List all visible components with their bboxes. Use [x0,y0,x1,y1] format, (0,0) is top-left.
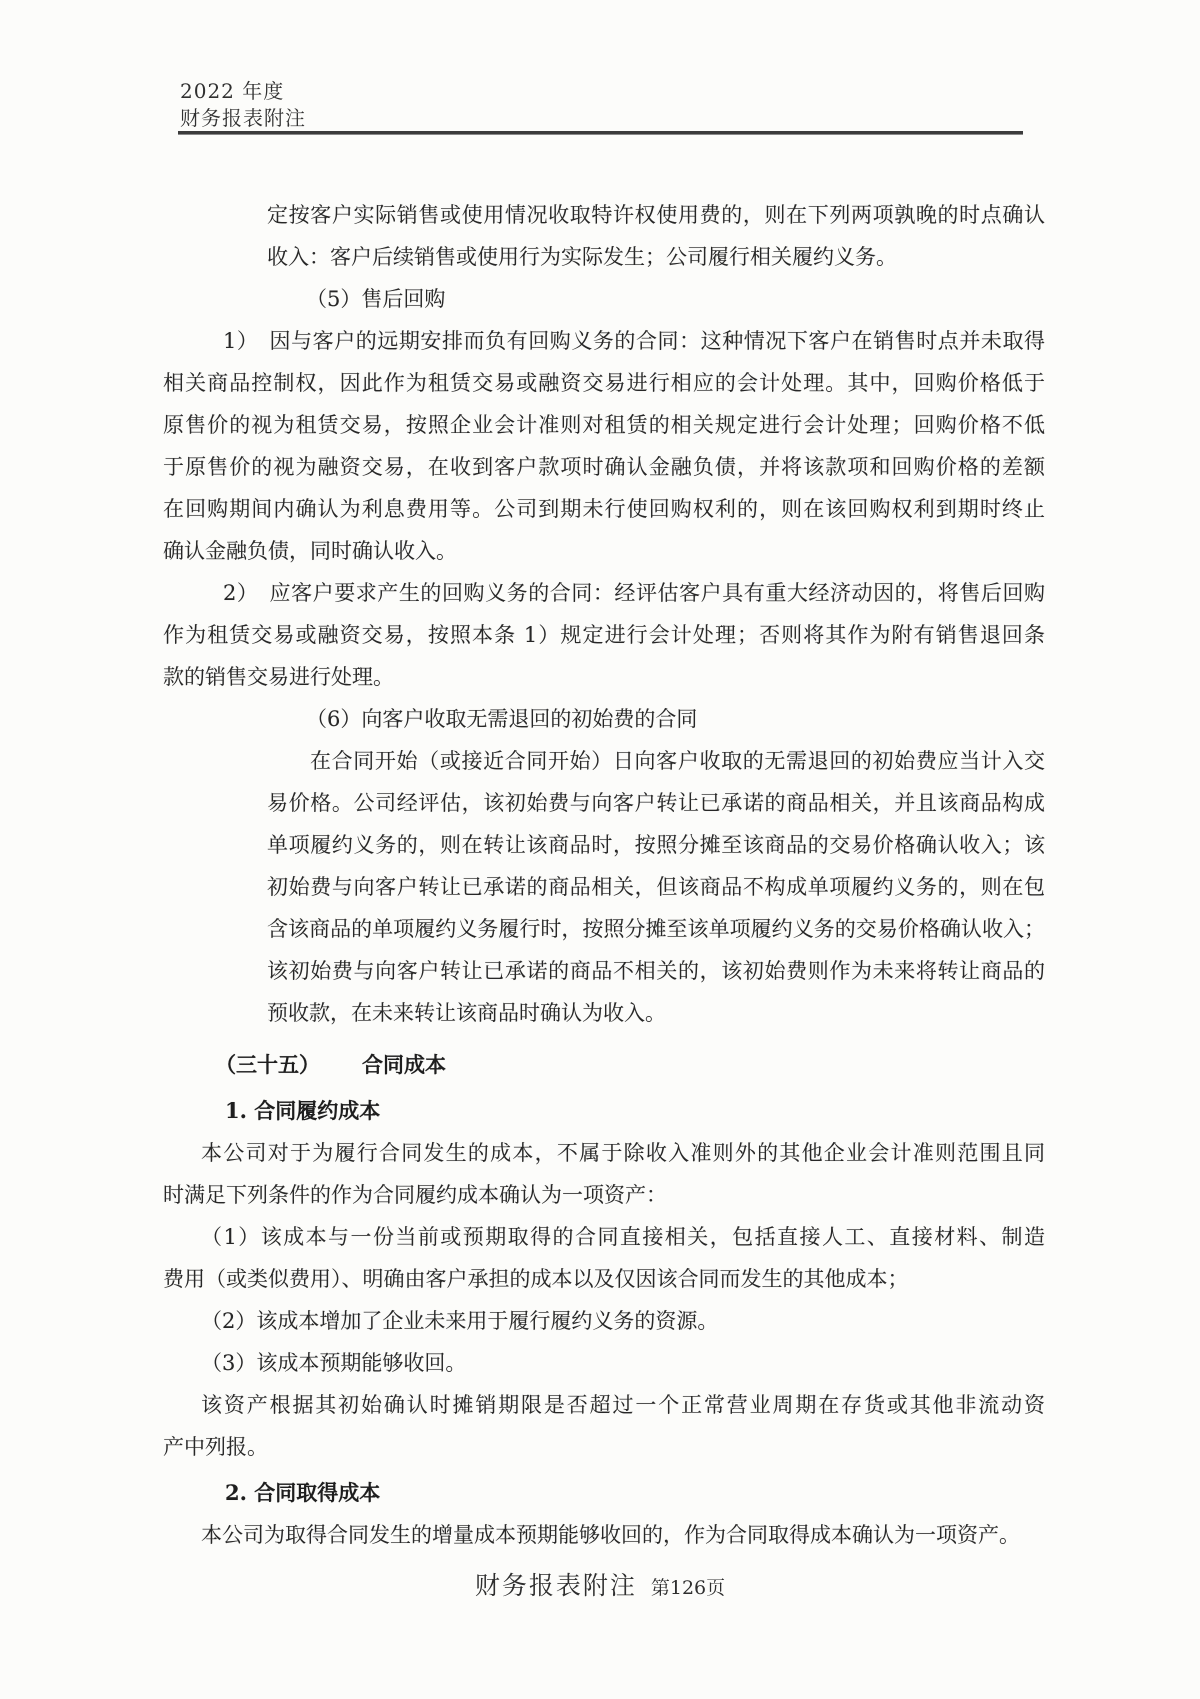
page-header [180,78,306,132]
text-line: 易价格。公司经评估，该初始费与向客户转让已承诺的商品相关，并且该商品构成 [267,791,1045,815]
text-line: （3）该成本预期能够收回。 [201,1351,467,1375]
header-rule [178,131,1023,135]
text-line: （2）该成本增加了企业未来用于履行履约义务的资源。 [201,1309,719,1333]
text-line: 收入：客户后续销售或使用行为实际发生；公司履行相关履约义务。 [267,245,897,269]
page-footer [0,1566,1200,1602]
text-line: 含该商品的单项履约义务履行时，按照分摊至该单项履约义务的交易价格确认收入； [267,917,1045,941]
text-line: 2） 应客户要求产生的回购义务的合同：经评估客户具有重大经济动因的，将售后回购 [223,581,1045,605]
text-line: 单项履约义务的，则在转让该商品时，按照分摊至该商品的交易价格确认收入；该 [267,833,1045,857]
text-line: 在回购期间内确认为利息费用等。公司到期未行使回购权利的，则在该回购权利到期时终止 [163,497,1045,521]
subitem-heading-5: （5）售后回购 [306,287,446,311]
text-line: （1）该成本与一份当前或预期取得的合同直接相关，包括直接人工、直接材料、制造 [201,1225,1045,1249]
section-heading-35 [163,1044,1045,1086]
text-line: 该资产根据其初始确认时摊销期限是否超过一个正常营业周期在存货或其他非流动资 [201,1393,1045,1417]
text-line: 产中列报。 [163,1435,268,1459]
subheading-contract-acquisition-cost: 2. 合同取得成本 [225,1480,381,1505]
footer-page-number: 第126页 [650,1577,726,1599]
text-line: 作为租赁交易或融资交易，按照本条 1）规定进行会计处理；否则将其作为附有销售退回条 [163,623,1045,647]
header-doc-line: 财务报表附注 [180,106,306,130]
text-line: 款的销售交易进行处理。 [163,665,394,689]
text-line: 该初始费与向客户转让已承诺的商品不相关的，该初始费则作为未来将转让商品的 [267,959,1045,983]
subheading-contract-performance-cost: 1. 合同履约成本 [225,1098,381,1123]
text-line: 在合同开始（或接近合同开始）日向客户收取的无需退回的初始费应当计入交 [310,749,1045,773]
text-line: 1） 因与客户的远期安排而负有回购义务的合同：这种情况下客户在销售时点并未取得 [223,329,1045,353]
text-line: 原售价的视为租赁交易，按照企业会计准则对租赁的相关规定进行会计处理；回购价格不低 [163,413,1045,437]
document-body [163,194,1045,1556]
text-line: 时满足下列条件的作为合同履约成本确认为一项资产： [163,1183,667,1207]
text-line: 相关商品控制权，因此作为租赁交易或融资交易进行相应的会计处理。其中，回购价格低于 [163,371,1045,395]
text-line: 本公司对于为履行合同发生的成本，不属于除收入准则外的其他企业会计准则范围且同 [201,1141,1045,1165]
section-number: （三十五） [215,1052,320,1077]
text-line: 初始费与向客户转让已承诺的商品相关，但该商品不构成单项履约义务的，则在包 [267,875,1045,899]
text-line: 预收款，在未来转让该商品时确认为收入。 [267,1001,666,1025]
footer-doc-title: 财务报表附注 [474,1571,637,1600]
text-line: 于原售价的视为融资交易，在收到客户款项时确认金融负债，并将该款项和回购价格的差额 [163,455,1045,479]
subitem-heading-6: （6）向客户收取无需退回的初始费的合同 [306,707,698,731]
text-line: 费用（或类似费用）、明确由客户承担的成本以及仅因该合同而发生的其他成本； [163,1267,909,1291]
section-title: 合同成本 [362,1052,446,1077]
text-line: 本公司为取得合同发生的增量成本预期能够收回的，作为合同取得成本确认为一项资产。 [201,1523,1020,1547]
text-line: 确认金融负债，同时确认收入。 [163,539,457,563]
header-year-line: 2022 年度 [180,79,285,103]
text-line: 定按客户实际销售或使用情况收取特许权使用费的，则在下列两项孰晚的时点确认 [267,203,1045,227]
